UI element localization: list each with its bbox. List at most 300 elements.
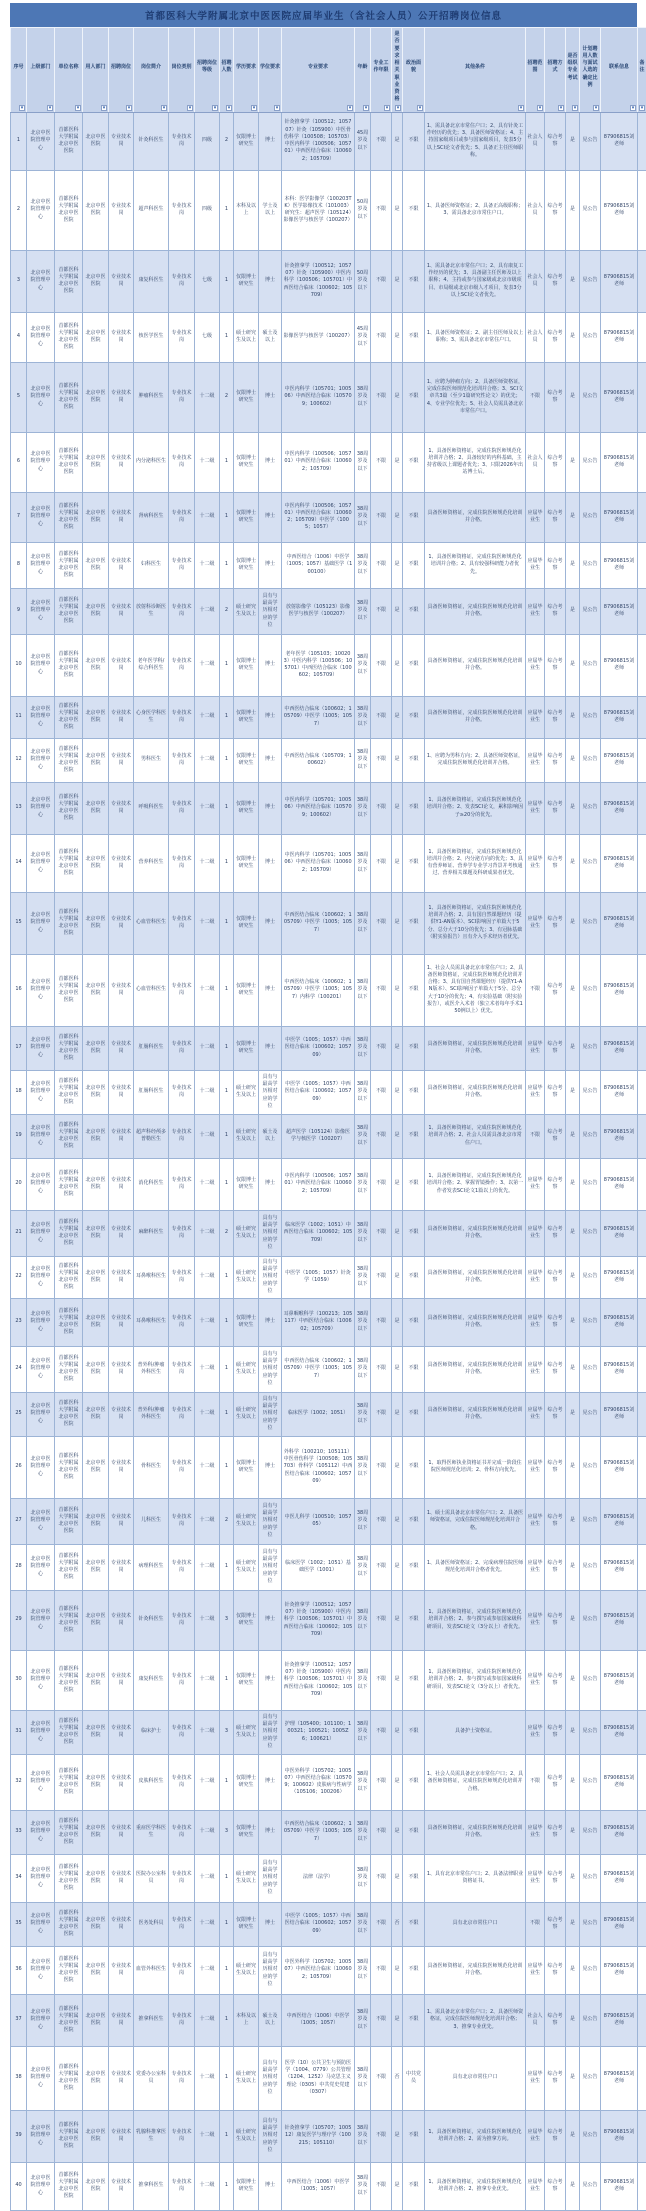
cell-degree-req: 博士 (259, 1158, 282, 1210)
cell-unit-name: 首都医科大学附属北京中医医院 (55, 1946, 83, 1994)
filter-dropdown-icon[interactable]: ▾ (161, 105, 167, 111)
cell-cert-required: 是 (392, 1650, 403, 1710)
column-header-parent-dept (27, 28, 55, 113)
cell-employing-dept: 北京中医医院 (83, 250, 109, 312)
cell-education-req: 仅限博士研究生 (234, 696, 259, 738)
cell-recruit-scope: 应届毕业生 (526, 834, 545, 892)
cell-post: 专业技术岗 (109, 696, 134, 738)
job-table-body (11, 112, 646, 2210)
cell-parent-dept: 北京中医院管理中心 (27, 2110, 55, 2162)
cell-post-category: 专业技术岗 (169, 112, 195, 170)
cell-recruit-method: 综合考察 (545, 1650, 566, 1710)
cell-other-conditions: 1、社会人员需具备北京市常住户口；2、具备医师资格证，完成住院医师规范化培训并合格；3、具有国自然课题经历（提供Y1-AN版本）、SCI影响因子单篇大于5分、总分大于10分的优先；4、有实验基础（附实验报告），或医介入术者（独立术者每年手术150例以上）优先。 (425, 954, 526, 1026)
cell-hire-interview-ratio: 见公告 (580, 432, 601, 492)
cell-unit-name: 首都医科大学附属北京中医医院 (55, 1710, 83, 1754)
cell-headcount: 2 (220, 1210, 234, 1256)
cell-major-req: 中西医结合临床（100602；105709）中医学（1005；1057） (282, 696, 355, 738)
cell-remark (638, 312, 646, 362)
header-row (11, 28, 646, 113)
cell-parent-dept: 北京中医院管理中心 (27, 1498, 55, 1544)
cell-cert-required: 是 (392, 1158, 403, 1210)
cell-post-intro: 耳鼻喉科医生 (134, 1256, 169, 1298)
cell-degree-req: 硕士及以上 (259, 1994, 282, 2046)
filter-dropdown-icon[interactable]: ▾ (593, 105, 599, 111)
cell-recruit-scope: 应届毕业生 (526, 696, 545, 738)
cell-contact-info: 87906815刘老师 (601, 1590, 638, 1650)
cell-post: 专业技术岗 (109, 1946, 134, 1994)
cell-unit-name: 首都医科大学附属北京中医医院 (55, 1392, 83, 1436)
cell-parent-dept: 北京中医院管理中心 (27, 432, 55, 492)
table-row (11, 170, 646, 250)
cell-other-conditions: 1、具备医师资格证，完成住院医师规范化培训并合格；2、参与撰写或参加国家级科研项目，发表SCI论文（3分以上）者优先。 (425, 1650, 526, 1710)
cell-post-intro: 超声科经颅多普勒医生 (134, 1114, 169, 1158)
cell-other-conditions: 具备医师资格证，完成住院医师规范化培训并合格。 (425, 1256, 526, 1298)
cell-major-req: 影像医学与核医学（100207） (282, 312, 355, 362)
cell-index: 22 (11, 1256, 27, 1298)
cell-other-conditions: 1、应聘为肿瘤方向；2、具备医师资格证，完成住院医师规范化培训并合格；3、SCI文章共3篇（至少1篇研究性论文）的优先；4、专业学位优先；5、社会人员需具备北京市常住户口。 (425, 362, 526, 432)
cell-post-level: 十二级 (195, 1710, 220, 1754)
cell-post-category: 专业技术岗 (169, 1210, 195, 1256)
filter-dropdown-icon[interactable]: ▾ (19, 105, 25, 111)
cell-post-category: 专业技术岗 (169, 1114, 195, 1158)
cell-major-req: 医学（10）公共卫生与预防医学（1004、0779）公共管理（1204、1252）马克思主义理论（0305）中共党史党建（0307） (282, 2046, 355, 2110)
cell-post: 专业技术岗 (109, 1902, 134, 1946)
cell-contact-info: 87906815刘老师 (601, 1710, 638, 1754)
cell-cert-required: 否 (392, 1902, 403, 1946)
cell-contact-info: 87906815刘老师 (601, 696, 638, 738)
cell-headcount: 1 (220, 1854, 234, 1902)
table-row (11, 1902, 646, 1946)
cell-headcount: 1 (220, 1070, 234, 1114)
cell-recruit-scope: 应届毕业生 (526, 1346, 545, 1392)
cell-cert-required: 是 (392, 1392, 403, 1436)
cell-age: 38周岁及以下 (355, 2046, 371, 2110)
cell-political-status: 不限 (403, 892, 425, 954)
cell-contact-info: 87906815刘老师 (601, 588, 638, 634)
cell-post-level: 十二级 (195, 1650, 220, 1710)
cell-major-req: 老年医学（105103；100203）中医内科学（100506；105701）中西医结合临床（100602；105709） (282, 634, 355, 696)
cell-political-status: 不限 (403, 112, 425, 170)
cell-other-conditions: 1、具备医师资格证，完成住院医师规范化培训并合格；2、需为推拿方向。 (425, 2110, 526, 2162)
cell-hire-interview-ratio: 见公告 (580, 1114, 601, 1158)
cell-recruit-scope: 不限 (526, 1902, 545, 1946)
cell-parent-dept: 北京中医院管理中心 (27, 312, 55, 362)
cell-hire-interview-ratio: 见公告 (580, 1026, 601, 1070)
filter-dropdown-icon[interactable]: ▾ (395, 105, 401, 111)
cell-education-req: 仅限博士研究生 (234, 1436, 259, 1498)
cell-post: 专业技术岗 (109, 1590, 134, 1650)
cell-post: 专业技术岗 (109, 1650, 134, 1710)
cell-post-level: 十二级 (195, 1946, 220, 1994)
cell-other-conditions: 1、需具备北京市常住户口；2、具有康复工作经历的优先；3、具备副主任医师及以上职称；4、主持或参与国家级或北京市级项目、市局级或北京市级人才项目，发表3分以上SCI论文者优先。 (425, 250, 526, 312)
cell-recruit-scope: 应届毕业生 (526, 492, 545, 542)
cell-recruit-method: 综合考察 (545, 312, 566, 362)
cell-hire-interview-ratio: 见公告 (580, 954, 601, 1026)
cell-unit-name: 首都医科大学附属北京中医医院 (55, 1346, 83, 1392)
cell-post-intro: 血管外科医生 (134, 1946, 169, 1994)
cell-cert-required: 是 (392, 2110, 403, 2162)
cell-contact-info: 87906815刘老师 (601, 112, 638, 170)
cell-political-status: 不限 (403, 954, 425, 1026)
cell-recruit-method: 综合考察 (545, 1298, 566, 1346)
cell-other-conditions: 1、具备医师资格证；2、副主任医师及以上职称；3、需具备北京市常住户口。 (425, 312, 526, 362)
column-header-label: 招聘岗位等级 (197, 60, 217, 73)
cell-professional-exam: 是 (566, 1902, 580, 1946)
cell-post-category: 专业技术岗 (169, 1256, 195, 1298)
cell-post-level: 十二级 (195, 782, 220, 834)
cell-degree-req: 具有与最高学历相对应的学位 (259, 1210, 282, 1256)
cell-index: 21 (11, 1210, 27, 1256)
cell-contact-info: 87906815刘老师 (601, 892, 638, 954)
cell-recruit-scope: 应届毕业生 (526, 1710, 545, 1754)
cell-post: 专业技术岗 (109, 542, 134, 588)
cell-post: 专业技术岗 (109, 170, 134, 250)
cell-political-status: 不限 (403, 432, 425, 492)
filter-dropdown-icon[interactable]: ▾ (274, 105, 280, 111)
cell-recruit-method: 综合考察 (545, 588, 566, 634)
cell-index: 15 (11, 892, 27, 954)
cell-post: 专业技术岗 (109, 1994, 134, 2046)
filter-dropdown-icon[interactable]: ▾ (363, 105, 369, 111)
cell-unit-name: 首都医科大学附属北京中医医院 (55, 1114, 83, 1158)
cell-contact-info: 87906815刘老师 (601, 2110, 638, 2162)
cell-parent-dept: 北京中医院管理中心 (27, 1854, 55, 1902)
cell-remark (638, 1346, 646, 1392)
cell-recruit-scope: 应届毕业生 (526, 588, 545, 634)
cell-major-req: 中医外科学（105702；100507）中西医结合临床（105709；100602）皮肤病与性病学（105106；100206） (282, 1754, 355, 1810)
cell-work-years: 不限 (371, 1436, 392, 1498)
cell-degree-req: 博士 (259, 1026, 282, 1070)
cell-age: 38周岁及以下 (355, 954, 371, 1026)
cell-post-level: 十二级 (195, 432, 220, 492)
cell-age: 38周岁及以下 (355, 1650, 371, 1710)
cell-education-req: 硕士研究生及以上 (234, 1256, 259, 1298)
cell-professional-exam: 是 (566, 1754, 580, 1810)
cell-hire-interview-ratio: 见公告 (580, 2162, 601, 2210)
cell-unit-name: 首都医科大学附属北京中医医院 (55, 1810, 83, 1854)
cell-parent-dept: 北京中医院管理中心 (27, 1590, 55, 1650)
cell-recruit-method: 综合考察 (545, 1210, 566, 1256)
cell-recruit-method: 综合考察 (545, 170, 566, 250)
cell-other-conditions: 1、具备医师资格证，完成住院医师规范化培训并合格；2、推拿专业优先。 (425, 2162, 526, 2210)
cell-professional-exam: 是 (566, 892, 580, 954)
cell-work-years: 不限 (371, 782, 392, 834)
filter-dropdown-icon[interactable]: ▾ (347, 105, 353, 111)
filter-dropdown-icon[interactable]: ▾ (101, 105, 107, 111)
cell-remark (638, 1436, 646, 1498)
cell-remark (638, 112, 646, 170)
cell-political-status: 不限 (403, 1754, 425, 1810)
cell-post-category: 专业技术岗 (169, 892, 195, 954)
cell-parent-dept: 北京中医院管理中心 (27, 1158, 55, 1210)
column-header-degree-req (259, 28, 282, 113)
cell-degree-req: 博士 (259, 892, 282, 954)
cell-employing-dept: 北京中医医院 (83, 492, 109, 542)
cell-political-status: 不限 (403, 1298, 425, 1346)
cell-parent-dept: 北京中医院管理中心 (27, 362, 55, 432)
table-row (11, 432, 646, 492)
cell-contact-info: 87906815刘老师 (601, 1210, 638, 1256)
cell-age: 38周岁及以下 (355, 1298, 371, 1346)
cell-major-req: 本科：医学影像学（100203TK）医学影像技术（101003）研究生：超声医学（105124）影像医学与核医学（100207） (282, 170, 355, 250)
cell-unit-name: 首都医科大学附属北京中医医院 (55, 834, 83, 892)
column-header-label: 学位要求 (260, 64, 280, 70)
cell-recruit-scope: 应届毕业生 (526, 634, 545, 696)
filter-dropdown-icon[interactable]: ▾ (212, 105, 218, 111)
cell-parent-dept: 北京中医院管理中心 (27, 892, 55, 954)
table-row (11, 696, 646, 738)
filter-dropdown-icon[interactable]: ▾ (384, 105, 390, 111)
cell-age: 50周岁及以下 (355, 250, 371, 312)
cell-parent-dept: 北京中医院管理中心 (27, 588, 55, 634)
cell-political-status: 不限 (403, 1070, 425, 1114)
cell-hire-interview-ratio: 见公告 (580, 782, 601, 834)
cell-other-conditions: 具备医师资格证，完成住院医师规范化培训并合格。 (425, 1946, 526, 1994)
cell-post-intro: 普外科/肿瘤外科医生 (134, 1392, 169, 1436)
cell-cert-required: 是 (392, 954, 403, 1026)
filter-dropdown-icon[interactable]: ▾ (187, 105, 193, 111)
cell-degree-req: 具有与最高学历相对应的学位 (259, 588, 282, 634)
cell-age: 38周岁及以下 (355, 1590, 371, 1650)
cell-political-status: 不限 (403, 634, 425, 696)
cell-hire-interview-ratio: 见公告 (580, 2110, 601, 2162)
column-header-headcount (220, 28, 234, 113)
cell-headcount: 1 (220, 432, 234, 492)
cell-cert-required: 是 (392, 892, 403, 954)
cell-post-category: 专业技术岗 (169, 588, 195, 634)
cell-parent-dept: 北京中医院管理中心 (27, 1946, 55, 1994)
cell-recruit-method: 综合考察 (545, 696, 566, 738)
cell-employing-dept: 北京中医医院 (83, 362, 109, 432)
cell-post-category: 专业技术岗 (169, 250, 195, 312)
filter-dropdown-icon[interactable]: ▾ (537, 105, 543, 111)
cell-parent-dept: 北京中医院管理中心 (27, 634, 55, 696)
cell-professional-exam: 是 (566, 2046, 580, 2110)
cell-post: 专业技术岗 (109, 1158, 134, 1210)
cell-employing-dept: 北京中医医院 (83, 954, 109, 1026)
cell-recruit-scope: 应届毕业生 (526, 1498, 545, 1544)
table-row (11, 1346, 646, 1392)
cell-recruit-scope: 应届毕业生 (526, 2110, 545, 2162)
cell-age: 38周岁及以下 (355, 1392, 371, 1436)
cell-political-status: 不限 (403, 1256, 425, 1298)
filter-dropdown-icon[interactable]: ▾ (417, 105, 423, 111)
cell-other-conditions: 1、具备医师资格证，完成住院医师规范化培训并合格；2、具有国自然课题经历（提供Y1-AN版本）、SCI影响因子单篇大于5分、总分大于10分的优先；3、有冠脉基础（附实验报告）且有介入手术经历者优先。 (425, 892, 526, 954)
cell-major-req: 护理（105400；101100；100321；100521；1005Z6；100621） (282, 1710, 355, 1754)
cell-work-years: 不限 (371, 1346, 392, 1392)
cell-post-category: 专业技术岗 (169, 312, 195, 362)
cell-cert-required: 是 (392, 362, 403, 432)
page-title: 首都医科大学附属北京中医医院应届毕业生（含社会人员）公开招聘岗位信息 (10, 3, 637, 27)
cell-age: 38周岁及以下 (355, 1854, 371, 1902)
cell-post: 专业技术岗 (109, 1346, 134, 1392)
cell-other-conditions: 具备医师资格证，完成住院医师规范化培训并合格。 (425, 1346, 526, 1392)
table-header (11, 28, 646, 113)
cell-degree-req: 博士 (259, 1754, 282, 1810)
cell-recruit-scope: 应届毕业生 (526, 2162, 545, 2210)
cell-employing-dept: 北京中医医院 (83, 1114, 109, 1158)
cell-unit-name: 首都医科大学附属北京中医医院 (55, 112, 83, 170)
cell-contact-info: 87906815刘老师 (601, 634, 638, 696)
column-header-label: 单位名称 (58, 64, 78, 70)
cell-recruit-scope: 应届毕业生 (526, 1810, 545, 1854)
cell-age: 38周岁及以下 (355, 1158, 371, 1210)
cell-headcount: 1 (220, 1946, 234, 1994)
cell-post-level: 十二级 (195, 1026, 220, 1070)
cell-employing-dept: 北京中医医院 (83, 782, 109, 834)
cell-hire-interview-ratio: 见公告 (580, 2046, 601, 2110)
column-header-label: 政治面貌 (406, 60, 421, 73)
cell-employing-dept: 北京中医医院 (83, 1544, 109, 1590)
cell-headcount: 1 (220, 170, 234, 250)
cell-post-category: 专业技术岗 (169, 1392, 195, 1436)
cell-other-conditions: 具备护士资格证。 (425, 1710, 526, 1754)
cell-post-intro: 临床护士 (134, 1710, 169, 1754)
cell-headcount: 1 (220, 834, 234, 892)
column-header-remark (638, 28, 646, 113)
column-header-recruit-scope (526, 28, 545, 113)
cell-political-status: 不限 (403, 2110, 425, 2162)
filter-dropdown-icon[interactable]: ▾ (75, 105, 81, 111)
cell-parent-dept: 北京中医院管理中心 (27, 1346, 55, 1392)
table-row (11, 1498, 646, 1544)
cell-parent-dept: 北京中医院管理中心 (27, 1298, 55, 1346)
cell-cert-required: 是 (392, 696, 403, 738)
cell-employing-dept: 北京中医医院 (83, 1650, 109, 1710)
cell-employing-dept: 北京中医医院 (83, 634, 109, 696)
column-header-label: 其他条件 (465, 64, 485, 70)
cell-remark (638, 634, 646, 696)
cell-employing-dept: 北京中医医院 (83, 1810, 109, 1854)
cell-political-status: 不限 (403, 1544, 425, 1590)
cell-headcount: 1 (220, 2110, 234, 2162)
cell-cert-required: 是 (392, 1854, 403, 1902)
cell-recruit-method: 综合考察 (545, 2110, 566, 2162)
filter-dropdown-icon[interactable]: ▾ (226, 105, 232, 111)
table-row (11, 1854, 646, 1902)
cell-headcount: 2 (220, 1498, 234, 1544)
cell-contact-info: 87906815刘老师 (601, 312, 638, 362)
cell-unit-name: 首都医科大学附属北京中医医院 (55, 1026, 83, 1070)
cell-parent-dept: 北京中医院管理中心 (27, 1902, 55, 1946)
filter-dropdown-icon[interactable]: ▾ (251, 105, 257, 111)
cell-recruit-scope: 不限 (526, 1114, 545, 1158)
filter-dropdown-icon[interactable]: ▾ (572, 105, 578, 111)
cell-other-conditions: 1、应聘为男科方向；2、具备医师资格证，完成住院医师规范化培训并合格。 (425, 738, 526, 782)
cell-hire-interview-ratio: 见公告 (580, 1392, 601, 1436)
cell-professional-exam: 是 (566, 250, 580, 312)
cell-post-category: 专业技术岗 (169, 782, 195, 834)
cell-post-level: 十二级 (195, 892, 220, 954)
cell-post-intro: 心身医学科医生 (134, 696, 169, 738)
column-header-label: 专业工作年限 (373, 60, 388, 73)
cell-unit-name: 首都医科大学附属北京中医医院 (55, 492, 83, 542)
table-row (11, 738, 646, 782)
cell-hire-interview-ratio: 见公告 (580, 1810, 601, 1854)
cell-remark (638, 542, 646, 588)
cell-unit-name: 首都医科大学附属北京中医医院 (55, 250, 83, 312)
column-header-other-conditions (425, 28, 526, 113)
cell-cert-required: 是 (392, 492, 403, 542)
cell-unit-name: 首都医科大学附属北京中医医院 (55, 954, 83, 1026)
cell-hire-interview-ratio: 见公告 (580, 492, 601, 542)
filter-dropdown-icon[interactable]: ▾ (126, 105, 132, 111)
table-row (11, 1650, 646, 1710)
cell-recruit-scope: 应届毕业生 (526, 1256, 545, 1298)
cell-hire-interview-ratio: 见公告 (580, 1210, 601, 1256)
cell-unit-name: 首都医科大学附属北京中医医院 (55, 1854, 83, 1902)
cell-post: 专业技术岗 (109, 2110, 134, 2162)
cell-education-req: 仅限博士研究生 (234, 1754, 259, 1810)
cell-headcount: 3 (220, 1590, 234, 1650)
filter-dropdown-icon[interactable]: ▾ (639, 105, 645, 111)
cell-employing-dept: 北京中医医院 (83, 542, 109, 588)
cell-headcount: 2 (220, 112, 234, 170)
table-row (11, 312, 646, 362)
cell-post-level: 七级 (195, 312, 220, 362)
cell-professional-exam: 是 (566, 112, 580, 170)
cell-age: 38周岁及以下 (355, 1994, 371, 2046)
cell-degree-req: 博士 (259, 1298, 282, 1346)
column-header-label: 招聘方式 (547, 60, 562, 73)
filter-dropdown-icon[interactable]: ▾ (558, 105, 564, 111)
column-header-label: 学历要求 (236, 64, 256, 70)
cell-recruit-method: 综合考察 (545, 1158, 566, 1210)
cell-work-years: 不限 (371, 738, 392, 782)
column-header-education-req (234, 28, 259, 113)
cell-index: 35 (11, 1902, 27, 1946)
cell-professional-exam: 是 (566, 1114, 580, 1158)
filter-dropdown-icon[interactable]: ▾ (630, 105, 636, 111)
cell-cert-required: 是 (392, 1298, 403, 1346)
cell-contact-info: 87906815刘老师 (601, 1026, 638, 1070)
cell-post-level: 十二级 (195, 696, 220, 738)
cell-age: 45周岁及以下 (355, 312, 371, 362)
cell-major-req: 法律（法学） (282, 1854, 355, 1902)
cell-hire-interview-ratio: 见公告 (580, 1256, 601, 1298)
cell-post-category: 专业技术岗 (169, 1994, 195, 2046)
column-header-recruit-method (545, 28, 566, 113)
cell-hire-interview-ratio: 见公告 (580, 1298, 601, 1346)
cell-education-req: 硕士研究生及以上 (234, 1210, 259, 1256)
cell-work-years: 不限 (371, 2162, 392, 2210)
filter-dropdown-icon[interactable]: ▾ (47, 105, 53, 111)
cell-major-req: 超声医学（105124）影像医学与核医学（100207） (282, 1114, 355, 1158)
cell-major-req: 中医学（1005；1057）中西医结合临床（100602；105709） (282, 1070, 355, 1114)
cell-cert-required: 是 (392, 1810, 403, 1854)
cell-post-intro: 针灸科医生 (134, 112, 169, 170)
cell-work-years: 不限 (371, 1210, 392, 1256)
cell-remark (638, 2046, 646, 2110)
cell-parent-dept: 北京中医院管理中心 (27, 954, 55, 1026)
filter-dropdown-icon[interactable]: ▾ (518, 105, 524, 111)
cell-remark (638, 250, 646, 312)
cell-index: 36 (11, 1946, 27, 1994)
cell-parent-dept: 北京中医院管理中心 (27, 1544, 55, 1590)
cell-remark (638, 1070, 646, 1114)
column-header-index (11, 28, 27, 113)
cell-other-conditions: 1、需具备北京市常住户口；2、具备医师资格证，完成住院医师规范化培训并合格；3、推拿专业优先。 (425, 1994, 526, 2046)
cell-age: 38周岁及以下 (355, 738, 371, 782)
cell-contact-info: 87906815刘老师 (601, 1392, 638, 1436)
cell-other-conditions: 具备医师资格证，完成住院医师规范化培训并合格。 (425, 1810, 526, 1854)
cell-parent-dept: 北京中医院管理中心 (27, 2162, 55, 2210)
cell-post-category: 专业技术岗 (169, 432, 195, 492)
cell-post: 专业技术岗 (109, 1070, 134, 1114)
cell-political-status: 不限 (403, 1902, 425, 1946)
cell-employing-dept: 北京中医医院 (83, 432, 109, 492)
cell-headcount: 1 (220, 1346, 234, 1392)
